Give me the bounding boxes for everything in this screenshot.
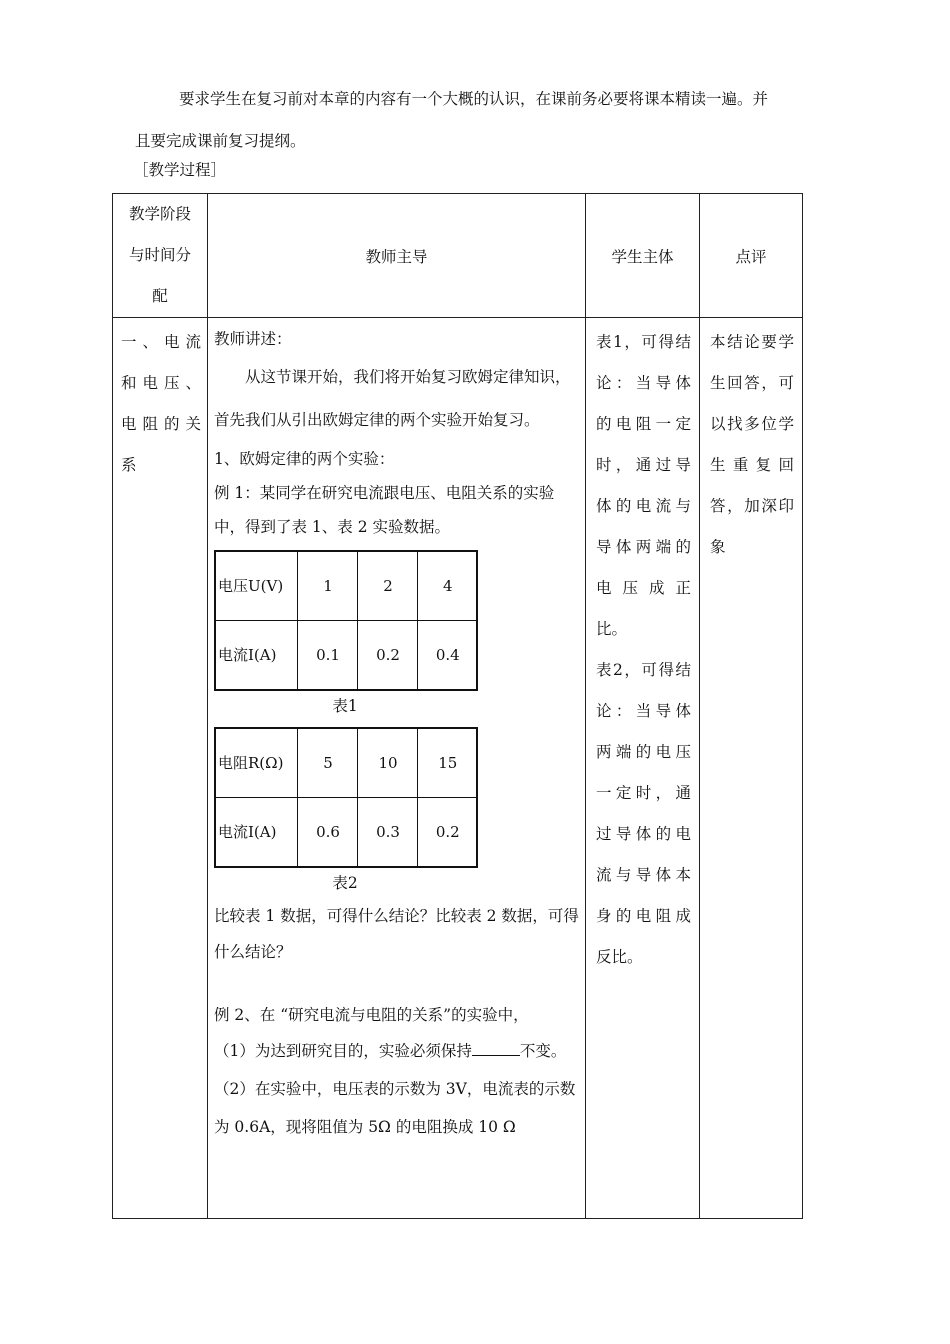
student-line: 表1，可得结 xyxy=(596,333,691,351)
comment-line: 象 xyxy=(710,538,726,556)
stage-line: 和电压、 xyxy=(121,374,201,392)
stage-line: 电阻的关 xyxy=(121,415,201,433)
comment-cell xyxy=(700,318,803,1219)
student-line: 反比。 xyxy=(596,948,643,966)
student-line: 导体两端的 xyxy=(596,538,691,556)
comment-line: 生回答，可 xyxy=(710,374,794,392)
table-cell: 0.3 xyxy=(357,798,417,868)
comment-line: 本结论要学 xyxy=(710,333,794,351)
table-cell: 0.2 xyxy=(357,621,417,691)
header-stage-line: 配 xyxy=(152,287,168,305)
table-2-caption: 表2 xyxy=(332,874,358,892)
table-1-caption: 表1 xyxy=(332,697,358,715)
header-row xyxy=(113,194,803,318)
student-line: 身的电阻成 xyxy=(596,907,691,925)
question-2: （2）在实验中，电压表的示数为 3V，电流表的示数为 0.6A，现将阻值为 5Ω 的电阻换成 10 Ω xyxy=(214,1080,576,1136)
table-cell: 10 xyxy=(357,728,417,798)
content-row xyxy=(113,318,803,1219)
table-cell: 15 xyxy=(417,728,477,798)
stage-cell xyxy=(113,318,208,1219)
comment-line: 以找多位学 xyxy=(710,415,794,433)
student-line: 时，通过导 xyxy=(596,456,691,474)
table-label: 电阻R(Ω) xyxy=(215,728,297,798)
table-cell: 1 xyxy=(297,551,357,621)
header-student: 学生主体 xyxy=(586,194,700,318)
student-line: 一定时，通 xyxy=(596,784,691,802)
answer-blank xyxy=(472,1039,520,1056)
table-row xyxy=(215,621,477,691)
student-line: 过导体的电 xyxy=(596,825,691,843)
table-row xyxy=(215,551,477,621)
student-line: 体的电流与 xyxy=(596,497,691,515)
question-1 xyxy=(214,1032,579,1070)
header-stage-line: 教学阶段 xyxy=(128,205,191,223)
comment-line: 答，加深印 xyxy=(710,497,794,515)
student-line: 的电阻一定 xyxy=(596,415,691,433)
table-cell: 2 xyxy=(357,551,417,621)
table-cell: 4 xyxy=(417,551,477,621)
question-text: 比较表 1 数据，可得什么结论？比较表 2 数据，可得什么结论？ xyxy=(214,907,579,961)
experiment-heading: 1、欧姆定律的两个实验： xyxy=(214,450,395,468)
student-line: 论：当导体 xyxy=(596,702,691,720)
stage-line: 系 xyxy=(121,456,137,474)
table-row xyxy=(215,728,477,798)
student-line: 比。 xyxy=(596,620,628,638)
student-line: 电压成正 xyxy=(596,579,691,597)
table-cell: 0.4 xyxy=(417,621,477,691)
student-line: 论：当导体 xyxy=(596,374,691,392)
intro-paragraph xyxy=(135,78,825,162)
student-line: 表2，可得结 xyxy=(596,661,691,679)
section-title: ［教学过程］ xyxy=(133,161,227,179)
intro-line-2: 且要完成课前复习提纲。 xyxy=(135,132,306,150)
lecture-label: 教师讲述： xyxy=(214,330,292,348)
comment-line: 生重复回 xyxy=(710,456,794,474)
table-row xyxy=(215,798,477,868)
table-label: 电流I(A) xyxy=(215,621,297,691)
table-cell: 0.6 xyxy=(297,798,357,868)
student-line: 两端的电压 xyxy=(596,743,691,761)
header-stage-line: 与时间分 xyxy=(128,246,191,264)
table-cell: 5 xyxy=(297,728,357,798)
header-stage xyxy=(113,194,208,318)
teacher-intro: 从这节课开始，我们将开始复习欧姆定律知识，首先我们从引出欧姆定律的两个实验开始复习。 xyxy=(214,368,571,429)
student-line: 流与导体本 xyxy=(596,866,691,884)
intro-line-1: 要求学生在复习前对本章的内容有一个大概的认识，在课前务必要将课本精读一遍。并 xyxy=(179,90,769,108)
table-label: 电流I(A) xyxy=(215,798,297,868)
stage-line: 一、电流 xyxy=(121,333,201,351)
table-label: 电压U(V) xyxy=(215,551,297,621)
table-cell: 0.1 xyxy=(297,621,357,691)
question-1-prefix: （1）为达到研究目的，实验必须保持 xyxy=(214,1042,472,1060)
table-cell: 0.2 xyxy=(417,798,477,868)
header-comment: 点评 xyxy=(700,194,803,318)
teacher-cell xyxy=(208,318,586,1219)
header-teacher: 教师主导 xyxy=(208,194,586,318)
question-1-suffix: 不变。 xyxy=(519,1042,567,1060)
example-2: 例 2、在 “研究电流与电阻的关系”的实验中， xyxy=(214,1006,529,1024)
example-1: 例 1：某同学在研究电流跟电压、电阻关系的实验中，得到了表 1、表 2 实验数据。 xyxy=(214,484,555,536)
lesson-table xyxy=(112,193,803,1219)
student-cell xyxy=(586,318,700,1219)
data-table-1 xyxy=(214,550,478,691)
data-table-2 xyxy=(214,727,478,868)
